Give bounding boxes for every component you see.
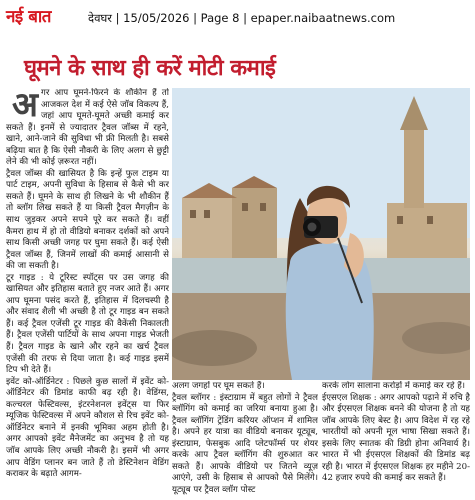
edition-meta: देवघर | 15/05/2026 | Page 8 | epaper.naibaatnews.com xyxy=(88,11,396,25)
article-column-3 xyxy=(322,381,470,498)
dropcap: अ xyxy=(12,88,38,125)
paragraph: इवेंट को-ऑर्डिनेटर : पिछले कुछ सालों में इवेंट को-ऑर्डिनेटर की डिमांड काफी बढ़ रही है। वेडिंग्स, कल्चरल फेस्टिवल्स, इंटरनेशनल इवेंट्स या फिर म्यूजिक फेस्टिवल्स में अपने कौशल से रिच इवेंट को-ऑर्डिनेटर बनाने में इनकी भूमिका अहम होती है। अगर आपको इवेंट मैनेजमेंट का अनुभव है तो यह जॉब आपके लिए अच्छी नौकरी है। इसमें भी अगर आप वेडिंग प्लानर बन जाते हैं तो डेस्टिनेशन वेडिंग कराकर के बढ़ाते आगम- xyxy=(6,376,169,480)
paragraph: ट्रैवल ब्लॉगर : इंस्टाग्राम में बहुत लोगों ने ट्रैवल ब्लॉगिंग को कमाई का जरिया बनाया हुआ है। ट्रैवल ब्लॉगिंग ट्रेंडिंग करियर ऑप्शन में शामिल है। अपने हर यात्रा का वीडियो बनाकर यूट्यूब, इंस्टाग्राम, फेसबुक आदि प्लेटफॉर्म्स पर शेयर करके आप ट्रैवल ब्लॉगिंग की शुरुआत कर सकते हैं। आपके वीडियो पर जितने व्यूज़ आएंगे, उसी के हिसाब से आपको पैसे मिलेंगे। यूट्यूब पर ट्रैवल व्लॉग पोस्ट xyxy=(172,392,318,495)
paragraph: ईएसएल शिक्षक : अगर आपको पढ़ाने में रुचि है और ईएसएल शिक्षक बनने की योजना है तो यह जॉब आपके लिए बेस्ट है। आप विदेश में रह रहे भारतीयों को अपनी मूल भाषा सिखा सकते हैं। इसके लिए स्नातक की डिग्री होना अनिवार्य है। भारत में भी ईएसएल शिक्षकों की डिमांड बढ़ रही है। भारत में ईएसएल शिक्षक हर महीने 20-42 हजार रुपये की कमाई कर सकते हैं। xyxy=(322,392,470,484)
article-headline: घूमने के साथ ही करें मोटी कमाई xyxy=(24,56,276,81)
woman-photographer-illustration xyxy=(172,88,470,380)
paragraph: अलग जगहों पर घूम सकते हैं। xyxy=(172,381,265,391)
paragraph: करके लोग सालाना करोड़ों में कमाई कर रहे हैं। xyxy=(322,381,466,391)
article-column-1 xyxy=(6,88,169,498)
newspaper-logo: नई बात xyxy=(6,7,52,27)
article-photo xyxy=(172,88,470,380)
paragraph: टूर गाइड : ये टूरिस्ट स्पॉट्स पर उस जगह की खासियत और इतिहास बताते हुए नजर आते हैं। अगर आप घूमना पसंद करते हैं, इतिहास में दिलचस्पी है और संवाद शैली भी अच्छी है तो टूर गाइड बन सकते हैं। कई ट्रैवल एजेंसी टूर गाइड की वैकेंसी निकालती हैं। ट्रैवल एजेंसी पार्टियों के साथ अपना गाइड भेजती हैं। ट्रैवल गाइड के खाने और रहने का खर्च ट्रैवल एजेंसी की तरफ से दिया जाता है। कई गाइड इसमें टिप भी देते हैं। xyxy=(6,272,169,376)
article-column-2 xyxy=(172,381,318,498)
paragraph: ट्रैवल जॉब्स की खासियत है कि इन्हें फुल टाइम या पार्ट टाइम, अपनी सुविधा के हिसाब से कैसे भी कर सकते हैं। घूमने के साथ ही लिखने के भी शौकीन हैं तो ब्लॉग लिख सकते हैं या किसी ट्रैवल मैगज़ीन के साथ जुड़कर अपने सपने पूरे कर सकते हैं। वहीं कैमरा हाथ में हो तो वीडियो बनाकर दर्शकों को अपने साथ किसी अच्छी जगह पर घुमा सकते हैं। कई ऐसी ट्रैवल जॉब्स हैं, जिनमें लाखों की कमाई आसानी से की जा सकती है। xyxy=(6,168,169,272)
masthead xyxy=(0,0,475,37)
paragraph: गर आप घूमने-फिरने के शौकीन हैं तो आजकल देश में कई ऐसे जॉब विकल्प हैं, जहां आप घूमते-घूमते अच्छी कमाई कर सकते हैं। इनमें से ज्यादातर ट्रैवल जॉब्स में रहने, खाने, आने-जाने की सुविधा भी फ्री मिलती है। सबसे बढ़िया बात है कि ऐसी नौकरी के लिए अलग से छुट्टी लेने की भी कोई ज़रूरत नहीं। xyxy=(6,88,169,168)
